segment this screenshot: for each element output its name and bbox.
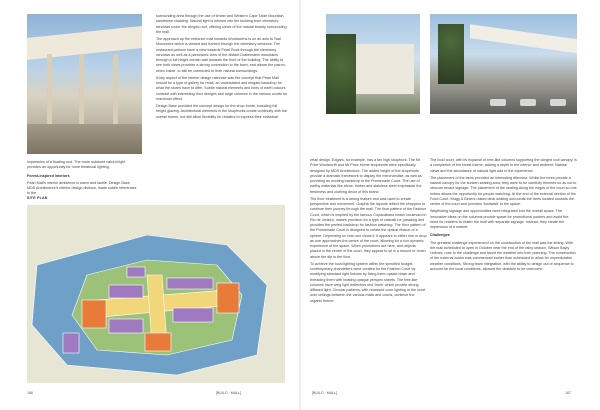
running-footer-right: [BUILD · MALL] xyxy=(312,391,338,395)
paragraph: surrounding area through the use of timber and Western Cape Table Mountain sandstone cladding. Natural light is infused into the building from clerestory windows under the winged roof, offering views of the natural beauty surrounding the mall. xyxy=(156,14,287,34)
shop-block xyxy=(109,285,143,298)
anchor-tenant xyxy=(217,283,239,313)
paragraph: retail design. Edgars, for example, has a fan high shopfront. The Mr Price Woolworth and Mr Price Home shopfronts were specifically designed by MDS Architecture. The added height of the shopfronts provide a dramatic framework to display the merchandise, as well as providing an exciting backdrop to the Promenade Court. The use of earthy materials like stone, timber and stainless steel emphasise the freshness and clothing decor of this brand. xyxy=(310,158,422,194)
shop-block xyxy=(63,333,79,353)
anchor-tenant xyxy=(82,300,106,328)
paragraph: The greatest challenge experienced on the construction of the mall was the timing. With the mall scheduled to open in October near the end of the rainy season, Wilson Bayly Holmes, rose to the challenge and faced the weather into their planning. The construction of the external works was commenced earlier than scheduled to allow for unpredictable weather conditions. Strong team integration, with the ability to design out of sequence to account for the local conditions, allowed the obstacle to be overcome. xyxy=(430,240,576,271)
shop-block xyxy=(127,267,145,277)
page-gutter xyxy=(299,0,301,410)
paragraph: Pearl Mall's interior ambience is warm and tactile. Design Base, MDS Architecture's interior design division, made subtle references to the xyxy=(27,180,137,196)
paragraph: The food court, with its expanse of tree-like columns supporting the winged roof canopy, is a completion of the forest theme, adding a depth to the interior and ambient. Natural views and the abundance of natural light add to the experience. xyxy=(430,158,577,173)
interior-court-photo xyxy=(27,14,142,154)
paragraph: To achieve the local lighting system within the specified budget, contemporary chandeliers were created for the Fashion Court by modifying standard light fixtures by fixing them upside down and threading them with twisting opaque perspex sheets. The tree-like columns have wing light deflectors mid 'trunk' which provide strong diffused light. Circular patterns, with recessed cove lighting in the court over ceilings between the various malls and courts, continue the organic theme. xyxy=(310,261,426,303)
exterior-entrance-photo xyxy=(326,14,420,114)
shop-block xyxy=(109,319,143,333)
section-heading: Forest-inspired interiors xyxy=(27,173,70,178)
paragraph: The placement of the trees provided an interesting dilemma. Whilst the trees provide a natural canopy for the sunken seating area, they were to be carefully trimmed so as not to obscure tenant signage. The placement of the seating along the edges of the court so one enters allows the opportunity for people watching. At the end of the external section of the Food Court, Mugg & Bean's raised deck seating surrounds the trees located towards the centre of the court and provides 'foodwalk' to the space. xyxy=(430,175,577,206)
page-number-right: 187 xyxy=(565,391,571,395)
section-heading: Challenges xyxy=(430,233,450,238)
running-footer-left: [BUILD · MALL] xyxy=(216,391,242,395)
paragraph: Wayfinding signage and opportunities were integrated into the overall space. The innovative ideas on the columns provide space for promotional posters and avoid the need for retailers to clutter the mall with separate signage. Instead, they create the impression of a market. xyxy=(430,209,569,229)
paragraph: impression of a floating roof. The more subdued natural light provides an opportunity for more theatrical lighting. xyxy=(27,160,126,170)
shop-block xyxy=(167,278,213,289)
anchor-tenant xyxy=(145,333,171,351)
site-plan-label: SITE PLAN xyxy=(27,196,48,200)
text-column-d xyxy=(430,158,577,274)
text-column-a xyxy=(27,160,137,199)
text-column-b xyxy=(156,14,288,122)
exterior-parking-photo xyxy=(430,14,577,114)
text-column-c xyxy=(310,158,427,306)
site-plan xyxy=(27,205,285,383)
page-number-left: 186 xyxy=(27,391,33,395)
paragraph: Design Base provided the concept design for the shop fronts, including full height glazing. Architectural elements in the shopfronts create continuity with the overall theme, but still allow flexibility for retailers to express their individual xyxy=(156,104,287,119)
shop-block xyxy=(173,308,213,322)
paragraph: The approach up the entrance mall towards Woolworths is on an axis to Taal Monument which is viewed and framed through the clerestory windows. The restaurant patrons have a view towards Pearl Rock through the clerestory windows as well as a panoramic view of the distant Drakenstein mountains through a full height curtain wall towards the front of the building. The ability to see both views provides a strong connection to the town, and allows the patron, when inside, to still be connected to their natural surroundings. xyxy=(156,37,286,73)
paragraph: A key aspect of the interior design rationale was the concept that Pearl Mall should be a type of gallery for retail, an understated and elegant backdrop for what the stores have to offer. Subtle natural elements and hints of earth colours contrast with interesting floor designs and large columns in the various courts for maximum effect. xyxy=(156,75,288,101)
paragraph: The floor treatment is a strong feature and was used to create perspective and movement. Graphic tile layouts reflect the shoppers to continue their journey through the mall. The floor pattern of the Fashion Court, which is inspired by the famous Copacabana beach boulevard in Rio de Janeiro, makes provision for a type of catwalk for parading and provides the perfect backdrop for fashion watching. The floor pattern of the Promenade Court is designed to create the optical illusion of a sphere. Depending on how one views it, it appears to either rise or drop as one approaches the centre of the court, allowing for a rich dynamic experience of the space. When promotions are here, and objects placed in the centre of the court, they appear to sit in a mound or hover above the dip in the floor. xyxy=(310,196,427,259)
